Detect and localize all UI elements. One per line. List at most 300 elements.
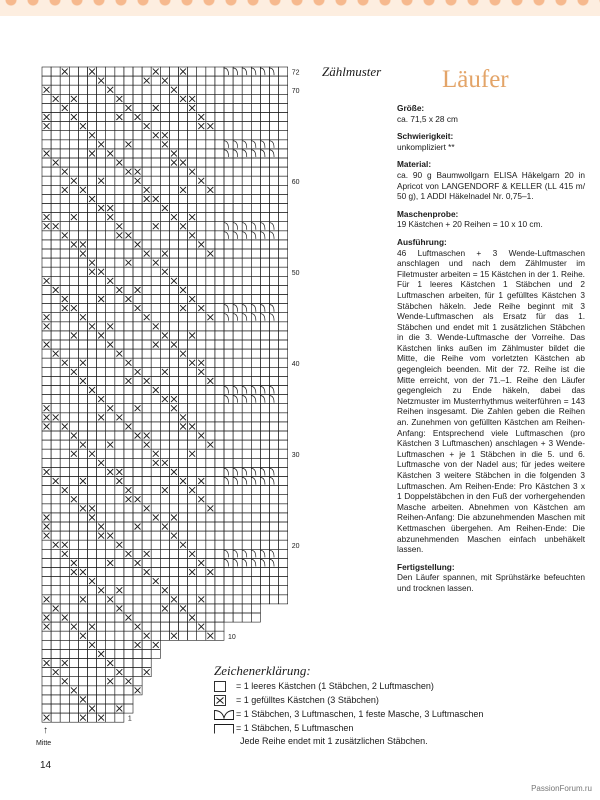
chart-cell — [215, 131, 224, 140]
filled-cell-mark — [162, 487, 168, 493]
chart-cell — [88, 440, 97, 449]
filled-cell-mark — [207, 505, 213, 511]
chart-cell — [270, 422, 279, 431]
chart-cell — [270, 76, 279, 85]
filled-cell-mark — [98, 460, 104, 466]
row-label: 50 — [291, 269, 300, 277]
chart-cell — [124, 113, 133, 122]
chart-cell — [206, 540, 215, 549]
chart-cell — [260, 331, 269, 340]
chart-cell — [279, 376, 288, 385]
chart-cell — [197, 540, 206, 549]
chart-cell — [160, 622, 169, 631]
chart-cell — [279, 103, 288, 112]
filled-cell-mark — [62, 187, 68, 193]
chart-cell — [233, 486, 242, 495]
chart-cell — [169, 495, 178, 504]
chart-cell — [160, 358, 169, 367]
chart-cell — [97, 258, 106, 267]
chart-cell — [69, 513, 78, 522]
chart-cell — [78, 431, 87, 440]
arch-mark — [270, 141, 275, 148]
chart-cell — [188, 85, 197, 94]
chart-cell — [242, 540, 251, 549]
filled-cell-mark — [89, 624, 95, 630]
filled-cell-mark — [189, 615, 195, 621]
chart-cell — [233, 349, 242, 358]
filled-cell-mark — [44, 469, 50, 475]
arch-mark — [233, 478, 238, 485]
chart-cell — [179, 467, 188, 476]
chart-cell — [224, 404, 233, 413]
chart-cell — [69, 322, 78, 331]
chart-cell — [88, 649, 97, 658]
chart-cell — [206, 486, 215, 495]
chart-cell — [260, 577, 269, 586]
chart-cell — [215, 222, 224, 231]
chart-cell — [106, 613, 115, 622]
chart-cell — [197, 285, 206, 294]
chart-cell — [242, 413, 251, 422]
chart-cell — [106, 94, 115, 103]
chart-cell — [224, 540, 233, 549]
filled-cell-mark — [135, 242, 141, 248]
chart-cell — [106, 486, 115, 495]
filled-cell-mark — [144, 669, 150, 675]
chart-cell — [260, 158, 269, 167]
chart-cell — [124, 267, 133, 276]
chart-cell — [242, 449, 251, 458]
chart-cell — [224, 586, 233, 595]
chart-cell — [69, 477, 78, 486]
chart-cell — [215, 358, 224, 367]
chart-cell — [142, 467, 151, 476]
chart-cell — [69, 349, 78, 358]
chart-cell — [151, 422, 160, 431]
chart-cell — [188, 477, 197, 486]
arch-mark — [260, 232, 265, 239]
chart-cell — [215, 431, 224, 440]
chart-cell — [124, 213, 133, 222]
chart-cell — [69, 595, 78, 604]
filled-cell-mark — [162, 251, 168, 257]
chart-cell — [279, 504, 288, 513]
chart-cell — [142, 586, 151, 595]
chart-cell — [88, 204, 97, 213]
filled-cell-mark — [44, 151, 50, 157]
chart-cell — [197, 404, 206, 413]
arch-mark — [242, 550, 247, 557]
chart-cell — [270, 431, 279, 440]
chart-cell — [42, 495, 51, 504]
chart-cell — [197, 340, 206, 349]
chart-cell — [142, 258, 151, 267]
chart-cell — [106, 231, 115, 240]
chart-cell — [233, 568, 242, 577]
chart-cell — [133, 149, 142, 158]
chart-cell — [260, 285, 269, 294]
chart-cell — [115, 194, 124, 203]
chart-cell — [206, 340, 215, 349]
filled-cell-mark — [162, 369, 168, 375]
chart-cell — [251, 240, 260, 249]
filled-cell-mark — [180, 414, 186, 420]
filled-cell-mark — [62, 542, 68, 548]
filled-cell-mark — [62, 487, 68, 493]
chart-cell — [124, 276, 133, 285]
chart-cell — [142, 540, 151, 549]
chart-cell — [169, 231, 178, 240]
chart-cell — [215, 613, 224, 622]
chart-cell — [142, 449, 151, 458]
chart-cell — [60, 158, 69, 167]
chart-cell — [179, 131, 188, 140]
filled-cell-mark — [207, 633, 213, 639]
filled-cell-mark — [71, 114, 77, 120]
chart-cell — [251, 595, 260, 604]
filled-cell-mark — [126, 551, 132, 557]
chart-cell — [270, 331, 279, 340]
chart-cell — [97, 422, 106, 431]
chart-cell — [133, 395, 142, 404]
chart-cell — [188, 249, 197, 258]
chart-cell — [179, 267, 188, 276]
chart-cell — [270, 213, 279, 222]
filled-cell-mark — [171, 214, 177, 220]
chart-cell — [78, 467, 87, 476]
chart-cell — [97, 449, 106, 458]
chart-cell — [270, 540, 279, 549]
chart-cell — [78, 113, 87, 122]
filled-cell-mark — [153, 342, 159, 348]
chart-cell — [142, 149, 151, 158]
chart-cell — [88, 404, 97, 413]
filled-cell-mark — [44, 87, 50, 93]
chart-cell — [279, 122, 288, 131]
chart-cell — [233, 204, 242, 213]
chart-cell — [115, 640, 124, 649]
filled-cell-mark — [71, 569, 77, 575]
chart-cell — [270, 440, 279, 449]
chart-cell — [279, 213, 288, 222]
chart-cell — [215, 231, 224, 240]
chart-cell — [279, 313, 288, 322]
filled-cell-mark — [44, 223, 50, 229]
chart-cell — [69, 458, 78, 467]
chart-cell — [206, 149, 215, 158]
chart-cell — [260, 276, 269, 285]
arch-mark — [224, 223, 229, 230]
chart-cell — [133, 249, 142, 258]
chart-cell — [69, 467, 78, 476]
chart-cell — [97, 231, 106, 240]
chart-cell — [215, 522, 224, 531]
chart-cell — [69, 659, 78, 668]
arch-mark — [242, 141, 247, 148]
chart-cell — [97, 467, 106, 476]
chart-cell — [179, 313, 188, 322]
chart-cell — [124, 413, 133, 422]
filled-cell-mark — [171, 633, 177, 639]
chart-cell — [188, 158, 197, 167]
chart-cell — [78, 367, 87, 376]
chart-cell — [133, 586, 142, 595]
chart-cell — [88, 568, 97, 577]
chart-cell — [188, 404, 197, 413]
chart-cell — [106, 267, 115, 276]
chart-cell — [115, 568, 124, 577]
filled-cell-mark — [153, 223, 159, 229]
chart-cell — [124, 586, 133, 595]
filled-cell-mark — [162, 141, 168, 147]
chart-cell — [151, 231, 160, 240]
arch-mark — [260, 314, 265, 321]
chart-cell — [115, 240, 124, 249]
chart-cell — [160, 349, 169, 358]
chart-cell — [124, 395, 133, 404]
chart-cell — [224, 322, 233, 331]
arch-mark — [233, 559, 238, 566]
chart-cell — [124, 158, 133, 167]
chart-cell — [233, 340, 242, 349]
chart-cell — [160, 549, 169, 558]
chart-cell — [51, 113, 60, 122]
chart-cell — [124, 531, 133, 540]
chart-cell — [270, 249, 279, 258]
chart-cell — [106, 158, 115, 167]
filled-cell-mark — [44, 342, 50, 348]
filled-cell-mark — [153, 642, 159, 648]
chart-cell — [106, 258, 115, 267]
chart-cell — [169, 113, 178, 122]
row-label: 70 — [291, 87, 300, 95]
chart-cell — [206, 322, 215, 331]
chart-cell — [97, 640, 106, 649]
chart-cell — [279, 240, 288, 249]
chart-cell — [69, 376, 78, 385]
chart-cell — [42, 376, 51, 385]
chart-cell — [188, 285, 197, 294]
chart-cell — [69, 249, 78, 258]
chart-cell — [179, 140, 188, 149]
chart-cell — [42, 185, 51, 194]
chart-cell — [69, 85, 78, 94]
chart-cell — [142, 577, 151, 586]
filled-cell-mark — [144, 442, 150, 448]
chart-cell — [279, 595, 288, 604]
chart-cell — [233, 422, 242, 431]
chart-cell — [279, 67, 288, 76]
chart-cell — [60, 222, 69, 231]
chart-cell — [51, 67, 60, 76]
filled-cell-mark — [180, 69, 186, 75]
chart-cell — [78, 67, 87, 76]
filled-cell-mark — [135, 642, 141, 648]
chart-cell — [60, 276, 69, 285]
chart-cell — [260, 422, 269, 431]
chart-cell — [242, 404, 251, 413]
chart-cell — [69, 640, 78, 649]
chart-cell — [51, 231, 60, 240]
filled-cell-mark — [207, 187, 213, 193]
filled-cell-mark — [44, 405, 50, 411]
chart-cell — [179, 577, 188, 586]
chart-cell — [51, 322, 60, 331]
chart-cell — [251, 486, 260, 495]
chart-cell — [206, 595, 215, 604]
chart-cell — [260, 240, 269, 249]
filled-cell-mark — [153, 132, 159, 138]
filled-cell-mark — [180, 160, 186, 166]
chart-cell — [42, 568, 51, 577]
chart-cell — [270, 240, 279, 249]
chart-cell — [215, 449, 224, 458]
chart-cell — [69, 395, 78, 404]
chart-cell — [106, 167, 115, 176]
chart-cell — [115, 549, 124, 558]
chart-cell — [233, 404, 242, 413]
chart-cell — [88, 586, 97, 595]
chart-cell — [78, 103, 87, 112]
chart-cell — [197, 440, 206, 449]
chart-cell — [151, 204, 160, 213]
chart-cell — [78, 131, 87, 140]
chart-cell — [97, 240, 106, 249]
chart-cell — [215, 295, 224, 304]
chart-cell — [142, 158, 151, 167]
chart-cell — [124, 522, 133, 531]
chart-cell — [160, 322, 169, 331]
row-label: 1 — [127, 715, 132, 723]
filled-cell-mark — [44, 596, 50, 602]
filled-cell-mark — [44, 624, 50, 630]
chart-cell — [69, 122, 78, 131]
chart-cell — [260, 194, 269, 203]
chart-cell — [78, 640, 87, 649]
chart-cell — [97, 113, 106, 122]
chart-cell — [251, 285, 260, 294]
arch-mark — [251, 223, 256, 230]
chart-cell — [279, 568, 288, 577]
chart-cell — [142, 222, 151, 231]
chart-cell — [60, 577, 69, 586]
chart-cell — [260, 513, 269, 522]
arch-mark — [242, 314, 247, 321]
chart-cell — [142, 267, 151, 276]
chart-cell — [242, 568, 251, 577]
filled-cell-mark — [180, 287, 186, 293]
filled-cell-mark — [62, 615, 68, 621]
chart-cell — [260, 85, 269, 94]
chart-cell — [233, 276, 242, 285]
chart-cell — [188, 240, 197, 249]
chart-cell — [215, 376, 224, 385]
chart-cell — [215, 76, 224, 85]
chart-cell — [115, 358, 124, 367]
chart-cell — [78, 340, 87, 349]
chart-cell — [88, 213, 97, 222]
chart-cell — [179, 522, 188, 531]
chart-cell — [115, 376, 124, 385]
chart-cell — [188, 304, 197, 313]
filled-cell-mark — [198, 360, 204, 366]
legend-title: Zeichenerklärung: — [214, 663, 311, 678]
chart-cell — [197, 386, 206, 395]
chart-cell — [251, 158, 260, 167]
chart-cell — [151, 558, 160, 567]
chart-cell — [133, 595, 142, 604]
chart-cell — [115, 167, 124, 176]
chart-cell — [88, 103, 97, 112]
chart-cell — [197, 258, 206, 267]
chart-cell — [78, 140, 87, 149]
chart-cell — [133, 213, 142, 222]
arch-mark — [251, 141, 256, 148]
filled-cell-mark — [171, 405, 177, 411]
chart-cell — [115, 304, 124, 313]
chart-cell — [270, 158, 279, 167]
chart-cell — [142, 231, 151, 240]
chart-cell — [197, 513, 206, 522]
chart-cell — [42, 231, 51, 240]
chart-cell — [279, 340, 288, 349]
filled-cell-mark — [98, 269, 104, 275]
arch-mark — [260, 68, 265, 75]
chart-cell — [279, 94, 288, 103]
filled-cell-mark — [53, 414, 59, 420]
chart-cell — [270, 258, 279, 267]
chart-cell — [88, 376, 97, 385]
chart-cell — [88, 631, 97, 640]
chart-cell — [160, 386, 169, 395]
filled-cell-mark — [62, 360, 68, 366]
filled-cell-mark — [135, 405, 141, 411]
filled-cell-mark — [116, 469, 122, 475]
chart-cell — [251, 204, 260, 213]
chart-cell — [179, 113, 188, 122]
chart-cell — [115, 322, 124, 331]
chart-cell — [133, 513, 142, 522]
chart-cell — [251, 586, 260, 595]
chart-cell — [78, 331, 87, 340]
chart-cell — [142, 595, 151, 604]
section-label: Schwierigkeit: — [397, 131, 454, 142]
filled-cell-mark — [171, 469, 177, 475]
row-label: 72 — [291, 69, 300, 77]
chart-cell — [133, 568, 142, 577]
chart-cell — [270, 322, 279, 331]
filled-cell-mark — [153, 323, 159, 329]
chart-cell — [206, 240, 215, 249]
filled-cell-mark — [107, 469, 113, 475]
chart-cell — [215, 568, 224, 577]
chart-cell — [197, 140, 206, 149]
chart-cell — [60, 367, 69, 376]
chart-cell — [60, 513, 69, 522]
chart-cell — [215, 113, 224, 122]
chart-cell — [197, 613, 206, 622]
arch-mark — [251, 305, 256, 312]
chart-cell — [206, 586, 215, 595]
chart-cell — [115, 495, 124, 504]
chart-cell — [97, 440, 106, 449]
chart-cell — [78, 94, 87, 103]
chart-cell — [206, 467, 215, 476]
chart-cell — [97, 122, 106, 131]
chart-cell — [60, 85, 69, 94]
chart-cell — [106, 176, 115, 185]
chart-cell — [133, 440, 142, 449]
